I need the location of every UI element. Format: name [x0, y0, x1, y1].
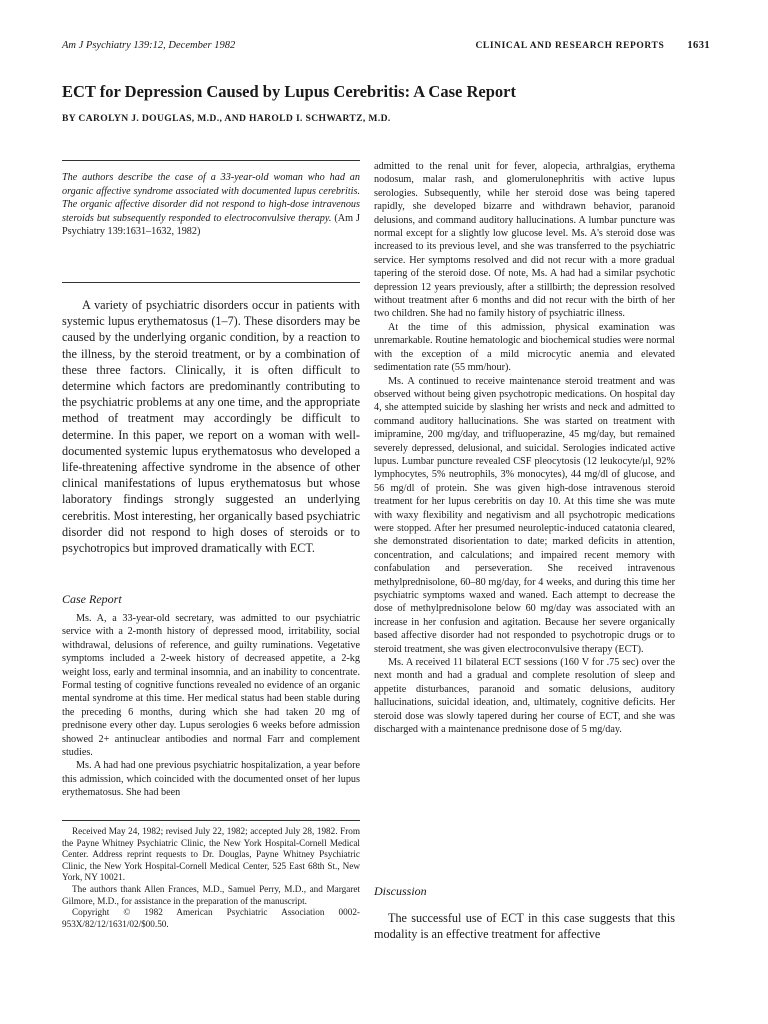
left-column [62, 160, 360, 840]
case-report-paragraph: Ms. A had had one previous psychiatric hospitalization, a year before this admission, which coincided with the documented onset of her lupus erythematosus. She had been [62, 760, 360, 799]
introduction-paragraph: A variety of psychiatric disorders occur in patients with systemic lupus erythematosus (1–7). These disorders may be caused by the underlying organic condition, by a reaction to the illness, by the steroid treatment, or by a combination of these three factors. Clinically, it is often difficult to determine which factors are predominantly contributing to the psychiatric problems at any one time, and the appropriate method of treatment may accordingly be difficult to determine. In this paper, we report on a woman with well-documented systemic lupus erythematosus who developed a life-threatening affective syndrome in the absence of other clinical manifestations of lupus erythematosus but whose laboratory findings strongly suggested an underlying cerebritis. Most interesting, her organically based psychiatric disorder did not respond to high doses of steroids or to psychotropics but improved dramatically with ECT. [62, 298, 360, 556]
running-head [62, 40, 710, 56]
page-number: 1631 [687, 40, 710, 51]
section-and-page [475, 40, 710, 51]
article-title: ECT for Depression Caused by Lupus Cerebritis: A Case Report [62, 82, 516, 101]
received-footnote: Received May 24, 1982; revised July 22, 1982; accepted July 28, 1982. From the Payne Whitney Psychiatric Clinic, the New York Hospital-Cornell Medical Center. Address reprint requests to Dr. Douglas, Payne Whitney Psychiatric Clinic, the New York Hospital-Cornell Medical Center, 525 East 68th St., New York, NY 10021. [62, 826, 360, 883]
journal-citation: Am J Psychiatry 139:12, December 1982 [62, 40, 236, 51]
case-report-paragraph: Ms. A received 11 bilateral ECT sessions (160 V for .75 sec) over the next month and had a gradual and complete resolution of sleep and appetite disturbances, paranoid and somatic delusions, auditory hallucinations, suicidal ideation, and, ultimately, cognitive deficits. Her steroid dose was slowly tapered during her course of ECT, and she was discharged with a maintenance prednisone dose of 5 mg/day. [374, 657, 675, 736]
case-report-body [62, 612, 360, 840]
case-report-continued [374, 160, 675, 876]
case-report-paragraph: At the time of this admission, physical examination was unremarkable. Routine hematologic and biochemical studies were normal with the exception of a mild microcytic anemia and elevated sedimentation rate (55 mm/hour). [374, 321, 675, 374]
abstract [62, 160, 360, 283]
case-report-heading: Case Report [62, 592, 122, 606]
case-report-paragraph: Ms. A continued to receive maintenance steroid treatment and was observed without being given psychotropic medications. On hospital day 4, she attempted suicide by slashing her wrists and neck and admitted to command auditory hallucinations. She was started on treatment with imipramine, 200 mg/day, and trifluoperazine, 45 mg/day, but remained severely depressed, delusional, and suicidal. Serologies indicated active lupus. Lumbar puncture revealed CSF pleocytosis (12 leukocyte/μl, 92% lymphocytes, 5% neutrophils, 3% monocytes), 44 mg/dl of glucose, and 56 mg/dl of protein. She was given high-dose intravenous steroid treatment for her lupus cerebritis on day 10. At this time she was mute with waxy flexibility and negativism and all psychotropic medications were stopped. After her presumed neuroleptic-induced catatonia cleared, she demonstrated disorientation to date; marked deficits in attention, concentration, and calculations; and impaired recent memory with confabulation and perseveration. She received intravenous methylprednisolone, 60–80 mg/day, for 4 weeks, and during this time her psychiatric symptoms waxed and waned. Each attempt to decrease the dose of methylprednisolone below 60 mg/day was associated with an increase in her confusion and agitation. Because her severe organically based affective disorder had not responded to psychotropic drugs or to steroid treatment, she was given electroconvulsive therapy (ECT). [374, 375, 675, 655]
discussion-paragraph: The successful use of ECT in this case suggests that this modality is an effective treatment for affective [374, 911, 675, 942]
section-label: CLINICAL AND RESEARCH REPORTS [475, 41, 665, 51]
discussion-heading: Discussion [374, 884, 427, 898]
right-column [374, 160, 675, 876]
copyright-footnote: Copyright © 1982 American Psychiatric Association 0002-953X/82/12/1631/02/$00.50. [62, 907, 360, 929]
abstract-citation: (Am J Psychiatry 139:1631–1632, 1982) [62, 212, 360, 238]
footnotes [62, 820, 360, 930]
case-report-paragraph: admitted to the renal unit for fever, alopecia, arthralgias, erythema nodosum, malar rash, and glomerulonephritis with active lupus serologies. Subsequently, while her steroid dose was being tapered rapidly, she developed bizarre and withdrawn behavior, paranoid delusions, and command auditory hallucinations. A lumbar puncture was normal except for a slightly low glucose level. Ms. A's steroid dose was increased to its previous level, and she was transferred to the psychiatric service. Her symptoms resolved and did not recur with a more gradual tapering of the steroid dose. Of note, Ms. A had had a similar psychotic depression 12 years previously, after a stillbirth; the depression resolved without treatment after 6 months and did not recur with the birth of her two children. She had no family history of psychiatric illness. [374, 161, 675, 320]
case-report-paragraph: Ms. A, a 33-year-old secretary, was admitted to our psychiatric service with a 2-month history of depressed mood, irritability, social withdrawal, delusions of reference, and guilty ruminations. Vegetative symptoms included a 2-week history of decreased appetite, a 2-kg weight loss, early and terminal insomnia, and an inability to concentrate. Formal testing of cognitive functions revealed no evidence of an organic mental syndrome at this time. Her medical status had been stable during the preceding 6 months, during which she had taken 20 mg of prednisone every other day. Lupus serologies 6 weeks before admission showed 2+ antinuclear antibodies and normal Farr and complement studies. [62, 613, 360, 759]
acknowledgment-footnote: The authors thank Allen Frances, M.D., Samuel Perry, M.D., and Margaret Gilmore, M.D., for assistance in the preparation of the manuscript. [62, 883, 360, 906]
abstract-text: The authors describe the case of a 33-year-old woman who had an organic affective syndrome associated with documented lupus cerebritis. The organic affective disorder did not respond to high-dose intravenous steroids but subsequently responded to electroconvulsive therapy. [62, 172, 360, 224]
author-byline: BY CAROLYN J. DOUGLAS, M.D., AND HAROLD I. SCHWARTZ, M.D. [62, 113, 391, 124]
